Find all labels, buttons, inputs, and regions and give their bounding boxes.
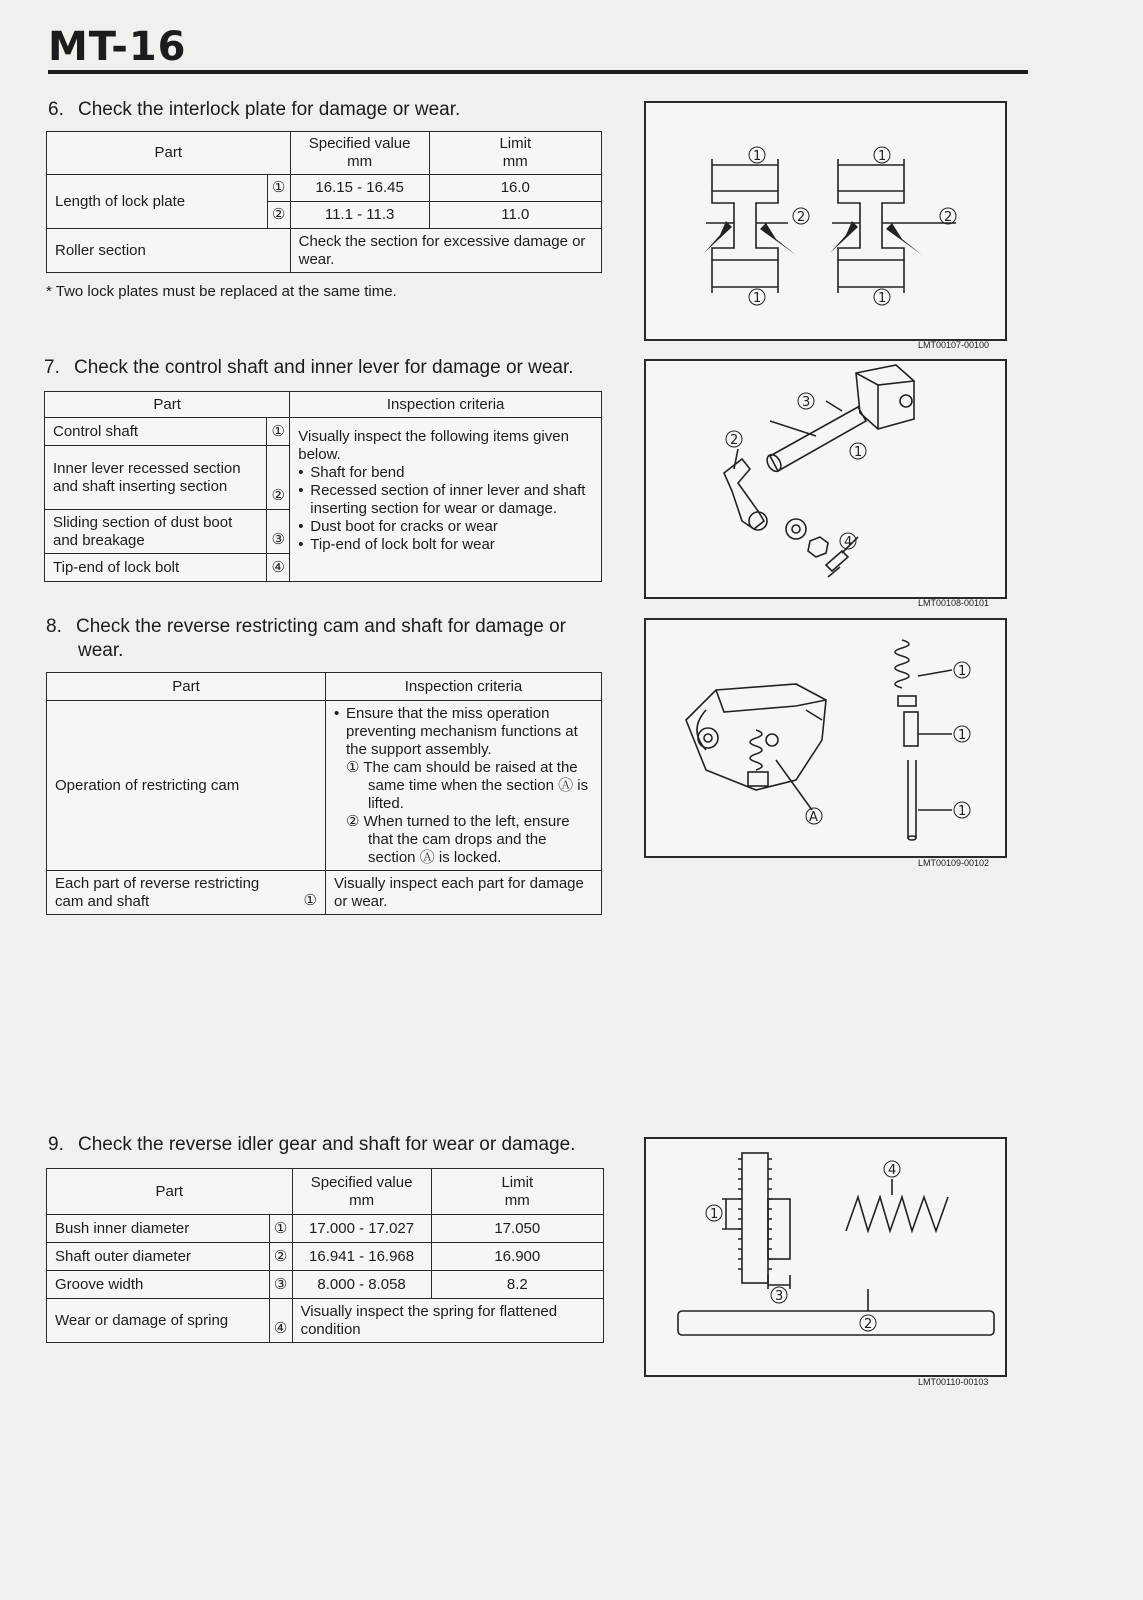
header-spec <box>292 1169 431 1215</box>
step-text: Check the reverse restricting cam and shaft for damage or <box>76 616 567 637</box>
interlock-plate-table <box>46 131 602 273</box>
cell-mark: ① <box>267 175 290 202</box>
svg-text:3: 3 <box>802 395 811 410</box>
list-item: • Recessed section of inner lever and shaft inserting section for wear or damage. <box>298 482 593 518</box>
cell-part: Wear or damage of spring <box>47 1299 270 1343</box>
cell-part: Operation of restricting cam <box>47 701 326 871</box>
lock-plate-figure <box>644 101 1007 341</box>
cell-part: Shaft outer diameter <box>47 1243 270 1271</box>
step-number: 9. <box>48 1134 64 1155</box>
step-6-heading <box>48 98 460 122</box>
cell-part: Groove width <box>47 1271 270 1299</box>
svg-text:1: 1 <box>878 149 887 164</box>
step-text: Check the interlock plate for damage or wear. <box>78 99 461 120</box>
header-part: Part <box>47 132 291 175</box>
restricting-cam-illustration <box>646 620 1005 856</box>
table-row <box>47 1271 604 1299</box>
cell-part: Bush inner diameter <box>47 1215 270 1243</box>
svg-text:3: 3 <box>775 1289 784 1304</box>
cell-spec: 16.941 - 16.968 <box>292 1243 431 1271</box>
figure-code: LMT00107-00100 <box>918 340 990 350</box>
table-header-row <box>47 673 602 701</box>
cell-part: Length of lock plate <box>47 175 268 229</box>
header-spec-label: Specified value <box>310 1173 413 1191</box>
svg-text:2: 2 <box>730 433 739 448</box>
step-text: Check the reverse idler gear and shaft for wear or damage. <box>78 1134 576 1155</box>
svg-text:4: 4 <box>888 1163 897 1178</box>
cell-mark: ④ <box>269 1299 292 1343</box>
cell-mark: ② <box>269 1243 292 1271</box>
table-row <box>47 175 602 202</box>
lock-plate-illustration <box>646 103 1005 339</box>
header-spec-unit: mm <box>347 153 373 170</box>
cell-part: Sliding section of dust boot and breakage <box>45 510 267 554</box>
control-shaft-figure <box>644 359 1007 599</box>
control-shaft-table <box>44 391 602 582</box>
svg-text:1: 1 <box>958 804 967 819</box>
cell-mark: ③ <box>269 1271 292 1299</box>
cell-mark: ① <box>269 1215 292 1243</box>
step-text-continued: wear. <box>78 640 124 661</box>
figure-code: LMT00109-00102 <box>918 858 990 868</box>
header-divider <box>48 70 1028 74</box>
table-row <box>47 1243 604 1271</box>
cell-criteria <box>290 418 602 582</box>
table-row <box>47 1215 604 1243</box>
criteria-sub-2: ② When turned to the left, ensure that the cam drops and the section Ⓐ is locked. <box>346 812 570 866</box>
table-row <box>47 871 602 915</box>
cell-part-label: Each part of reverse restricting cam and shaft <box>55 874 260 910</box>
header-criteria: Inspection criteria <box>326 673 602 701</box>
list-item: • Dust boot for cracks or wear <box>298 518 593 536</box>
svg-text:1: 1 <box>854 445 863 460</box>
header-part: Part <box>47 673 326 701</box>
table-header-row <box>45 392 602 418</box>
cell-mark: ② <box>267 202 290 229</box>
idler-gear-illustration <box>646 1139 1005 1375</box>
idler-gear-figure <box>644 1137 1007 1377</box>
restricting-cam-table <box>46 672 602 915</box>
control-shaft-illustration <box>646 361 1005 597</box>
svg-text:A: A <box>809 810 818 825</box>
svg-text:1: 1 <box>753 149 762 164</box>
svg-text:2: 2 <box>944 210 953 225</box>
svg-text:2: 2 <box>797 210 806 225</box>
cell-limit: 16.900 <box>431 1243 603 1271</box>
cell-criteria: Check the section for excessive damage or wear. <box>290 229 601 273</box>
idler-gear-table <box>46 1168 604 1343</box>
header-criteria: Inspection criteria <box>290 392 602 418</box>
header-spec-label: Specified value <box>308 135 411 152</box>
criteria-main: Ensure that the miss operation preventing mechanism functions at the support assembly. <box>346 704 578 758</box>
cell-mark: ① <box>303 892 317 909</box>
header-limit-label: Limit <box>501 1173 534 1191</box>
cell-part <box>47 871 326 915</box>
cell-part: Control shaft <box>45 418 267 446</box>
cell-criteria: Visually inspect each part for damage or wear. <box>326 871 602 915</box>
cell-spec: 8.000 - 8.058 <box>292 1271 431 1299</box>
step-number: 7. <box>44 357 60 378</box>
step-number: 6. <box>48 99 64 120</box>
cell-part: Tip-end of lock bolt <box>45 554 267 582</box>
criteria-intro: Visually inspect the following items given below. <box>298 428 569 463</box>
header-limit-unit: mm <box>504 1191 530 1209</box>
page-title: MT-16 <box>48 24 187 70</box>
svg-text:4: 4 <box>844 535 853 550</box>
restricting-cam-figure <box>644 618 1007 858</box>
table-row <box>47 229 602 273</box>
table-row <box>47 701 602 871</box>
cell-mark: ④ <box>267 554 290 582</box>
cell-criteria <box>326 701 602 871</box>
step-number: 8. <box>46 616 62 637</box>
header-part: Part <box>45 392 290 418</box>
cell-spec: 17.000 - 17.027 <box>292 1215 431 1243</box>
svg-text:1: 1 <box>710 1207 719 1222</box>
cell-mark: ③ <box>267 510 290 554</box>
criteria-list <box>298 464 593 554</box>
list-item <box>334 705 593 867</box>
cell-part: Roller section <box>47 229 291 273</box>
cell-limit: 17.050 <box>431 1215 603 1243</box>
table-header-row <box>47 1169 604 1215</box>
replacement-note: * Two lock plates must be replaced at the same time. <box>46 283 397 300</box>
svg-text:1: 1 <box>878 291 887 306</box>
header-part: Part <box>47 1169 293 1215</box>
step-7-heading <box>44 356 574 380</box>
list-item: • Shaft for bend <box>298 464 593 482</box>
header-limit <box>429 132 601 175</box>
criteria-list <box>334 705 593 867</box>
svg-text:2: 2 <box>864 1317 873 1332</box>
figure-code: LMT00110-00103 <box>918 1377 989 1387</box>
table-header-row <box>47 132 602 175</box>
header-spec <box>290 132 429 175</box>
cell-limit: 8.2 <box>431 1271 603 1299</box>
header-limit-unit: mm <box>502 153 528 170</box>
criteria-sub-1: ① The cam should be raised at the same time when the section Ⓐ is lifted. <box>346 758 589 812</box>
header-spec-unit: mm <box>349 1191 375 1209</box>
header-limit-label: Limit <box>499 135 532 152</box>
table-row <box>45 418 602 446</box>
cell-limit: 11.0 <box>429 202 601 229</box>
figure-code: LMT00108-00101 <box>918 598 990 608</box>
cell-spec: 11.1 - 11.3 <box>290 202 429 229</box>
header-limit <box>431 1169 603 1215</box>
svg-text:1: 1 <box>958 728 967 743</box>
cell-mark: ① <box>267 418 290 446</box>
table-row <box>47 1299 604 1343</box>
cell-spec: 16.15 - 16.45 <box>290 175 429 202</box>
cell-part: Inner lever recessed section and shaft inserting section <box>45 446 267 510</box>
svg-text:1: 1 <box>958 664 967 679</box>
svg-text:1: 1 <box>753 291 762 306</box>
cell-criteria: Visually inspect the spring for flattened condition <box>292 1299 603 1343</box>
step-text: Check the control shaft and inner lever for damage or wear. <box>74 357 574 378</box>
step-9-heading <box>48 1133 575 1157</box>
list-item: • Tip-end of lock bolt for wear <box>298 536 593 554</box>
cell-mark: ② <box>267 446 290 510</box>
step-8-heading <box>46 615 566 663</box>
cell-limit: 16.0 <box>429 175 601 202</box>
